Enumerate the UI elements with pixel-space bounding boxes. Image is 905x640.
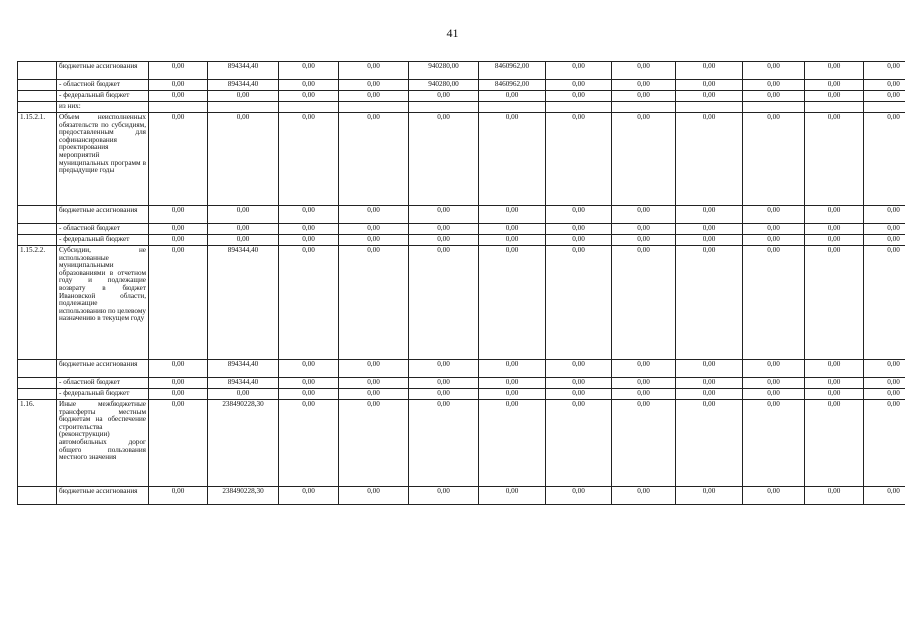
table-row [18, 487, 905, 505]
value-cell [546, 102, 612, 113]
value-cell: 0,00 [149, 91, 208, 102]
table-row [18, 235, 905, 246]
value-cell: 0,00 [612, 389, 676, 400]
value-cell: 0,00 [479, 360, 546, 378]
value-cell: 0,00 [805, 224, 864, 235]
row-code: 1.15.2.1. [18, 113, 57, 206]
value-cell: 940280,00 [409, 62, 479, 80]
value-cell: 0,00 [479, 91, 546, 102]
value-cell: 0,00 [612, 235, 676, 246]
value-cell: 0,00 [676, 360, 743, 378]
value-cell: 0,00 [409, 113, 479, 206]
value-cell: 0,00 [279, 235, 339, 246]
value-cell: 0,00 [409, 246, 479, 360]
value-cell: 0,00 [546, 400, 612, 487]
value-cell: 0,00 [743, 360, 805, 378]
value-cell: 0,00 [864, 360, 905, 378]
value-cell: 0,00 [279, 246, 339, 360]
value-cell: 0,00 [743, 206, 805, 224]
value-cell: 0,00 [676, 389, 743, 400]
value-cell: 0,00 [743, 235, 805, 246]
table-row [18, 80, 905, 91]
row-code [18, 235, 57, 246]
value-cell: 0,00 [805, 246, 864, 360]
value-cell: 0,00 [612, 246, 676, 360]
table-row [18, 246, 905, 360]
value-cell: 0,00 [149, 113, 208, 206]
value-cell: 0,00 [409, 378, 479, 389]
value-cell: 0,00 [805, 389, 864, 400]
value-cell: 0,00 [409, 400, 479, 487]
value-cell: 0,00 [743, 378, 805, 389]
row-name: - федеральный бюджет [57, 235, 149, 246]
value-cell: 0,00 [279, 80, 339, 91]
value-cell: 0,00 [149, 487, 208, 505]
value-cell: 0,00 [279, 360, 339, 378]
value-cell: 0,00 [864, 62, 905, 80]
row-name: бюджетные ассигнования [57, 62, 149, 80]
value-cell: 0,00 [546, 378, 612, 389]
value-cell: 0,00 [546, 389, 612, 400]
value-cell: 0,00 [339, 389, 409, 400]
table-row [18, 206, 905, 224]
value-cell: 0,00 [864, 113, 905, 206]
value-cell: 0,00 [864, 400, 905, 487]
value-cell: 0,00 [208, 235, 279, 246]
value-cell [743, 102, 805, 113]
value-cell: 0,00 [612, 378, 676, 389]
value-cell: 0,00 [864, 378, 905, 389]
value-cell: 0,00 [479, 246, 546, 360]
value-cell: 0,00 [612, 487, 676, 505]
value-cell: 0,00 [339, 91, 409, 102]
row-name: бюджетные ассигнования [57, 360, 149, 378]
value-cell: 0,00 [546, 360, 612, 378]
table-row [18, 400, 905, 487]
value-cell: 0,00 [743, 80, 805, 91]
value-cell: 0,00 [339, 400, 409, 487]
value-cell: 0,00 [805, 206, 864, 224]
value-cell: 0,00 [149, 400, 208, 487]
value-cell: 0,00 [676, 378, 743, 389]
value-cell: 0,00 [864, 235, 905, 246]
value-cell: 894344,40 [208, 62, 279, 80]
value-cell: 0,00 [149, 378, 208, 389]
value-cell: 0,00 [676, 206, 743, 224]
value-cell: 0,00 [149, 206, 208, 224]
value-cell: 0,00 [805, 400, 864, 487]
row-code [18, 91, 57, 102]
value-cell: 0,00 [339, 206, 409, 224]
value-cell: 0,00 [479, 378, 546, 389]
value-cell [339, 102, 409, 113]
row-code [18, 378, 57, 389]
value-cell: 0,00 [612, 400, 676, 487]
table-row [18, 62, 905, 80]
value-cell: 0,00 [864, 389, 905, 400]
value-cell: 0,00 [546, 235, 612, 246]
value-cell: 0,00 [612, 224, 676, 235]
value-cell: 0,00 [612, 91, 676, 102]
value-cell: 0,00 [479, 400, 546, 487]
row-name: Объем неисполненных обязательств по субсидиям, предоставленным для софинансирования проектирования мероприятий муниципальных программ в предыдущие годы [57, 113, 149, 206]
value-cell: 8460962,00 [479, 80, 546, 91]
row-name: Субсидии, не использованные муниципальными образованиями в отчетном году и подлежащие возврату в бюджет Ивановской области, подлежащие использованию по целевому назначению в текущем году [57, 246, 149, 360]
value-cell: 0,00 [612, 80, 676, 91]
value-cell: 0,00 [805, 80, 864, 91]
table-row [18, 91, 905, 102]
row-code: 1.16. [18, 400, 57, 487]
value-cell: 0,00 [339, 487, 409, 505]
value-cell: 0,00 [805, 487, 864, 505]
value-cell: 0,00 [676, 62, 743, 80]
value-cell: 0,00 [149, 62, 208, 80]
value-cell: 238490228,30 [208, 400, 279, 487]
row-code [18, 487, 57, 505]
value-cell: 0,00 [339, 378, 409, 389]
value-cell: 0,00 [339, 62, 409, 80]
value-cell: 940280,00 [409, 80, 479, 91]
page-number: 41 [446, 26, 459, 40]
value-cell: 0,00 [208, 224, 279, 235]
budget-table [17, 61, 905, 505]
value-cell: 0,00 [409, 224, 479, 235]
value-cell: 0,00 [805, 91, 864, 102]
value-cell: 0,00 [409, 235, 479, 246]
value-cell: 0,00 [409, 91, 479, 102]
value-cell: 0,00 [743, 62, 805, 80]
value-cell: 0,00 [409, 487, 479, 505]
value-cell: 0,00 [339, 235, 409, 246]
value-cell: 0,00 [479, 224, 546, 235]
value-cell: 0,00 [676, 224, 743, 235]
value-cell: 894344,40 [208, 360, 279, 378]
value-cell: 0,00 [743, 389, 805, 400]
table-row [18, 360, 905, 378]
value-cell [864, 102, 905, 113]
value-cell: 0,00 [743, 113, 805, 206]
value-cell: 0,00 [676, 113, 743, 206]
value-cell: 0,00 [279, 206, 339, 224]
value-cell: 0,00 [479, 389, 546, 400]
row-name: бюджетные ассигнования [57, 487, 149, 505]
table-row [18, 389, 905, 400]
value-cell: 0,00 [339, 224, 409, 235]
value-cell [149, 102, 208, 113]
value-cell: 0,00 [546, 224, 612, 235]
row-name: - областной бюджет [57, 80, 149, 91]
value-cell: 0,00 [805, 113, 864, 206]
value-cell: 0,00 [743, 400, 805, 487]
value-cell: 0,00 [208, 91, 279, 102]
value-cell: 0,00 [546, 246, 612, 360]
row-code [18, 224, 57, 235]
value-cell: 0,00 [676, 235, 743, 246]
table-row [18, 224, 905, 235]
value-cell: 0,00 [743, 246, 805, 360]
value-cell: 0,00 [339, 360, 409, 378]
value-cell: 8460962,00 [479, 62, 546, 80]
value-cell: 0,00 [676, 400, 743, 487]
value-cell: 0,00 [479, 206, 546, 224]
row-code [18, 360, 57, 378]
value-cell: 0,00 [743, 224, 805, 235]
row-code [18, 80, 57, 91]
row-name: - областной бюджет [57, 378, 149, 389]
row-name: - областной бюджет [57, 224, 149, 235]
value-cell: 0,00 [149, 360, 208, 378]
value-cell: 0,00 [339, 246, 409, 360]
row-code: 1.15.2.2. [18, 246, 57, 360]
value-cell [279, 102, 339, 113]
value-cell: 0,00 [612, 62, 676, 80]
value-cell: 0,00 [864, 80, 905, 91]
value-cell: 0,00 [149, 389, 208, 400]
value-cell: 0,00 [546, 62, 612, 80]
value-cell: 0,00 [612, 113, 676, 206]
value-cell: 0,00 [409, 206, 479, 224]
value-cell: 0,00 [479, 487, 546, 505]
value-cell: 0,00 [279, 113, 339, 206]
value-cell: 0,00 [805, 378, 864, 389]
value-cell: 894344,40 [208, 378, 279, 389]
row-name: - федеральный бюджет [57, 91, 149, 102]
value-cell: 0,00 [805, 235, 864, 246]
value-cell: 0,00 [676, 80, 743, 91]
value-cell [208, 102, 279, 113]
value-cell: 0,00 [743, 487, 805, 505]
value-cell: 0,00 [676, 487, 743, 505]
row-name: бюджетные ассигнования [57, 206, 149, 224]
value-cell: 0,00 [279, 389, 339, 400]
table-row [18, 113, 905, 206]
value-cell: 0,00 [612, 206, 676, 224]
value-cell: 0,00 [149, 224, 208, 235]
value-cell: 0,00 [864, 487, 905, 505]
value-cell: 0,00 [479, 113, 546, 206]
value-cell: 0,00 [864, 246, 905, 360]
value-cell: 0,00 [546, 206, 612, 224]
value-cell: 0,00 [546, 113, 612, 206]
value-cell: 0,00 [805, 360, 864, 378]
value-cell: 0,00 [676, 91, 743, 102]
row-code [18, 102, 57, 113]
row-name: Иные межбюджетные трансферты местным бюджетам на обеспечение строительства (реконструкции) автомобильных дорог общего пользования местного значения [57, 400, 149, 487]
value-cell: 0,00 [546, 80, 612, 91]
value-cell: 0,00 [409, 360, 479, 378]
value-cell: 0,00 [546, 487, 612, 505]
value-cell [479, 102, 546, 113]
value-cell: 0,00 [149, 235, 208, 246]
value-cell: 0,00 [279, 91, 339, 102]
value-cell [676, 102, 743, 113]
value-cell: 0,00 [479, 235, 546, 246]
value-cell: 0,00 [208, 113, 279, 206]
value-cell: 0,00 [208, 206, 279, 224]
value-cell: 0,00 [546, 91, 612, 102]
value-cell: 0,00 [279, 400, 339, 487]
value-cell [805, 102, 864, 113]
value-cell: 0,00 [339, 113, 409, 206]
table-row [18, 102, 905, 113]
value-cell: 0,00 [864, 224, 905, 235]
value-cell: 0,00 [805, 62, 864, 80]
row-code [18, 62, 57, 80]
value-cell: 894344,40 [208, 80, 279, 91]
value-cell: 0,00 [676, 246, 743, 360]
value-cell [612, 102, 676, 113]
value-cell: 0,00 [743, 91, 805, 102]
value-cell: 0,00 [864, 91, 905, 102]
value-cell: 894344,40 [208, 246, 279, 360]
value-cell: 0,00 [279, 62, 339, 80]
row-code [18, 206, 57, 224]
value-cell: 0,00 [864, 206, 905, 224]
value-cell: 0,00 [612, 360, 676, 378]
row-code [18, 389, 57, 400]
value-cell: 0,00 [409, 389, 479, 400]
table-row [18, 378, 905, 389]
value-cell: 0,00 [149, 246, 208, 360]
value-cell: 0,00 [339, 80, 409, 91]
value-cell [409, 102, 479, 113]
value-cell: 0,00 [279, 224, 339, 235]
row-name: из них: [57, 102, 149, 113]
value-cell: 0,00 [149, 80, 208, 91]
value-cell: 0,00 [279, 487, 339, 505]
value-cell: 238490228,30 [208, 487, 279, 505]
value-cell: 0,00 [208, 389, 279, 400]
row-name: - федеральный бюджет [57, 389, 149, 400]
value-cell: 0,00 [279, 378, 339, 389]
